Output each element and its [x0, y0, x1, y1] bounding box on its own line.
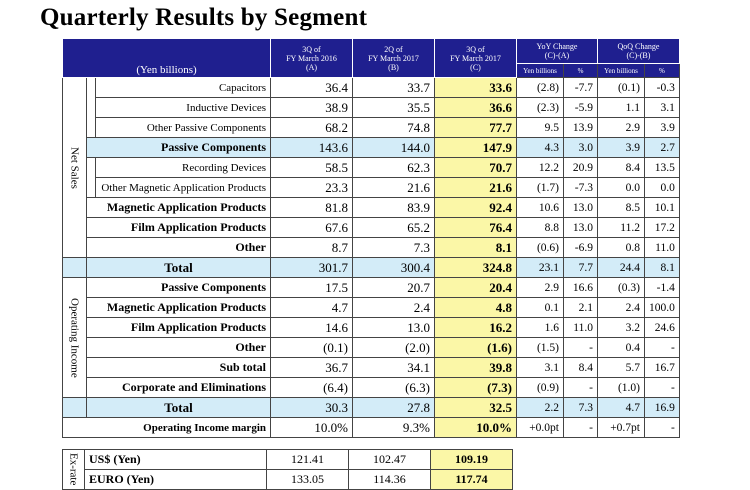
value-b: 13.0: [353, 318, 435, 338]
value-b: 65.2: [353, 218, 435, 238]
value-yoy-pct: 8.4: [564, 358, 598, 378]
net-sales-row: [63, 118, 680, 138]
total-spacer: [63, 398, 87, 418]
value-qoq-pct: 0.0: [645, 178, 680, 198]
net-sales-row: [63, 218, 680, 238]
net-sales-row: [63, 238, 680, 258]
value-yoy: (0.6): [517, 238, 564, 258]
header-line: YoY Change: [536, 42, 578, 51]
value-yoy-pct: 13.9: [564, 118, 598, 138]
value-yoy-pct: 20.9: [564, 158, 598, 178]
margin-qoq: +0.7pt: [598, 418, 645, 438]
value-yoy: 3.1: [517, 358, 564, 378]
header-line: FY March 2016: [286, 53, 337, 63]
indent-spacer: [87, 178, 96, 198]
value-yoy-pct: 3.0: [564, 138, 598, 158]
fx-a: 121.41: [267, 450, 349, 470]
header-qoq: [598, 39, 680, 64]
row-label: Film Application Products: [87, 218, 271, 238]
fx-label: US$ (Yen): [85, 450, 267, 470]
value-a: 8.7: [271, 238, 353, 258]
value-yoy-pct: 7.3: [564, 398, 598, 418]
value-a: 17.5: [271, 278, 353, 298]
value-qoq-pct: 24.6: [645, 318, 680, 338]
value-qoq-pct: 3.1: [645, 98, 680, 118]
operating-income-row: [63, 358, 680, 378]
value-yoy: 2.2: [517, 398, 564, 418]
row-label: Other Passive Components: [96, 118, 271, 138]
value-yoy-pct: 13.0: [564, 218, 598, 238]
value-b: 21.6: [353, 178, 435, 198]
value-qoq-pct: 100.0: [645, 298, 680, 318]
value-c: 20.4: [435, 278, 517, 298]
header-yoy: [517, 39, 598, 64]
fx-c: 117.74: [431, 470, 513, 490]
value-b: 27.8: [353, 398, 435, 418]
page-title: Quarterly Results by Segment: [40, 4, 368, 31]
value-c: 16.2: [435, 318, 517, 338]
indent-spacer: [87, 158, 96, 178]
fx-c: 109.19: [431, 450, 513, 470]
value-c: 21.6: [435, 178, 517, 198]
margin-c: 10.0%: [435, 418, 517, 438]
operating-income-row: [63, 378, 680, 398]
value-a: 4.7: [271, 298, 353, 318]
operating-income-section-label: Operating Income: [63, 278, 87, 398]
value-qoq: 5.7: [598, 358, 645, 378]
value-c: 324.8: [435, 258, 517, 278]
value-c: 76.4: [435, 218, 517, 238]
header-line: (B): [388, 62, 399, 72]
fx-a: 133.05: [267, 470, 349, 490]
value-c: (1.6): [435, 338, 517, 358]
value-a: (0.1): [271, 338, 353, 358]
value-a: 58.5: [271, 158, 353, 178]
value-c: 33.6: [435, 78, 517, 98]
subheader-yen: Yen billions: [598, 64, 645, 78]
value-c: 4.8: [435, 298, 517, 318]
operating-income-row: [63, 298, 680, 318]
net-sales-row: [63, 138, 680, 158]
value-qoq-pct: 2.7: [645, 138, 680, 158]
value-a: 14.6: [271, 318, 353, 338]
margin-qoq-pct: -: [645, 418, 680, 438]
value-qoq: 0.4: [598, 338, 645, 358]
row-label: Sub total: [87, 358, 271, 378]
value-yoy-pct: -: [564, 338, 598, 358]
value-c: 70.7: [435, 158, 517, 178]
value-qoq: (0.3): [598, 278, 645, 298]
value-c: 32.5: [435, 398, 517, 418]
value-yoy: (2.8): [517, 78, 564, 98]
row-label: Capacitors: [96, 78, 271, 98]
value-a: 36.7: [271, 358, 353, 378]
value-qoq-pct: 17.2: [645, 218, 680, 238]
header-line: QoQ Change: [617, 42, 660, 51]
margin-row: [63, 418, 680, 438]
value-yoy: 9.5: [517, 118, 564, 138]
value-qoq: 24.4: [598, 258, 645, 278]
margin-yoy-pct: -: [564, 418, 598, 438]
header-line: 2Q of: [384, 44, 403, 54]
header-line: FY March 2017: [450, 53, 501, 63]
indent-spacer: [87, 98, 96, 118]
value-yoy: (1.7): [517, 178, 564, 198]
net-sales-row: [63, 258, 680, 278]
value-yoy-pct: -7.7: [564, 78, 598, 98]
header-line: (C)-(B): [626, 51, 651, 60]
value-yoy: 1.6: [517, 318, 564, 338]
margin-b: 9.3%: [353, 418, 435, 438]
value-yoy-pct: 7.7: [564, 258, 598, 278]
value-a: 67.6: [271, 218, 353, 238]
row-label: Magnetic Application Products: [87, 198, 271, 218]
header-line: FY March 2017: [368, 53, 419, 63]
header-line: 3Q of: [302, 44, 321, 54]
value-b: 35.5: [353, 98, 435, 118]
row-label: Inductive Devices: [96, 98, 271, 118]
fx-label: EURO (Yen): [85, 470, 267, 490]
value-b: 7.3: [353, 238, 435, 258]
value-b: 300.4: [353, 258, 435, 278]
row-label: Recording Devices: [96, 158, 271, 178]
header-row: [63, 39, 680, 64]
value-b: 144.0: [353, 138, 435, 158]
fx-row: [63, 470, 513, 490]
value-a: 38.9: [271, 98, 353, 118]
value-qoq: 3.2: [598, 318, 645, 338]
value-qoq-pct: 16.9: [645, 398, 680, 418]
value-yoy: (1.5): [517, 338, 564, 358]
value-a: 143.6: [271, 138, 353, 158]
value-c: 36.6: [435, 98, 517, 118]
header-col-c: [435, 39, 517, 78]
value-yoy: 2.9: [517, 278, 564, 298]
results-table: [62, 38, 680, 438]
margin-a: 10.0%: [271, 418, 353, 438]
value-qoq: (0.1): [598, 78, 645, 98]
value-b: 74.8: [353, 118, 435, 138]
header-line: (C): [470, 62, 481, 72]
value-b: 83.9: [353, 198, 435, 218]
total-spacer: [63, 258, 87, 278]
value-yoy-pct: 2.1: [564, 298, 598, 318]
value-c: 8.1: [435, 238, 517, 258]
value-yoy: 4.3: [517, 138, 564, 158]
value-b: (2.0): [353, 338, 435, 358]
value-a: (6.4): [271, 378, 353, 398]
header-col-b: [353, 39, 435, 78]
value-qoq-pct: 3.9: [645, 118, 680, 138]
fx-b: 102.47: [349, 450, 431, 470]
row-label: Corporate and Eliminations: [87, 378, 271, 398]
value-qoq-pct: 11.0: [645, 238, 680, 258]
value-a: 68.2: [271, 118, 353, 138]
row-label: Other: [87, 238, 271, 258]
value-yoy: 8.8: [517, 218, 564, 238]
value-a: 30.3: [271, 398, 353, 418]
value-b: 34.1: [353, 358, 435, 378]
value-b: 20.7: [353, 278, 435, 298]
value-a: 301.7: [271, 258, 353, 278]
value-b: 62.3: [353, 158, 435, 178]
value-qoq-pct: -: [645, 338, 680, 358]
value-qoq: 2.4: [598, 298, 645, 318]
ex-rate-section-label: Ex-rate: [63, 450, 85, 490]
subheader-pct: %: [564, 64, 598, 78]
fx-row: [63, 450, 513, 470]
net-sales-row: [63, 198, 680, 218]
row-label: Other Magnetic Application Products: [96, 178, 271, 198]
value-yoy: 10.6: [517, 198, 564, 218]
operating-income-row: [63, 398, 680, 418]
value-qoq: 0.8: [598, 238, 645, 258]
net-sales-row: [63, 78, 680, 98]
header-col-a: [271, 39, 353, 78]
operating-income-row: [63, 318, 680, 338]
value-yoy-pct: 11.0: [564, 318, 598, 338]
value-a: 36.4: [271, 78, 353, 98]
value-a: 23.3: [271, 178, 353, 198]
subheader-yen: Yen billions: [517, 64, 564, 78]
operating-income-row: [63, 338, 680, 358]
value-qoq: 8.4: [598, 158, 645, 178]
value-qoq-pct: 10.1: [645, 198, 680, 218]
row-label: Passive Components: [87, 138, 271, 158]
indent-spacer: [87, 78, 96, 98]
value-yoy-pct: 13.0: [564, 198, 598, 218]
subheader-pct: %: [645, 64, 680, 78]
value-qoq-pct: 16.7: [645, 358, 680, 378]
value-yoy-pct: -5.9: [564, 98, 598, 118]
value-b: 33.7: [353, 78, 435, 98]
row-label: Total: [87, 398, 271, 418]
value-qoq: (1.0): [598, 378, 645, 398]
value-yoy: 0.1: [517, 298, 564, 318]
value-qoq-pct: 13.5: [645, 158, 680, 178]
value-c: 147.9: [435, 138, 517, 158]
value-b: 2.4: [353, 298, 435, 318]
value-qoq-pct: 8.1: [645, 258, 680, 278]
value-qoq-pct: -: [645, 378, 680, 398]
value-c: (7.3): [435, 378, 517, 398]
margin-yoy: +0.0pt: [517, 418, 564, 438]
row-label: Passive Components: [87, 278, 271, 298]
net-sales-section-label: Net Sales: [63, 78, 87, 258]
row-label: Other: [87, 338, 271, 358]
value-qoq: 2.9: [598, 118, 645, 138]
value-yoy-pct: -7.3: [564, 178, 598, 198]
value-yoy-pct: -: [564, 378, 598, 398]
value-yoy-pct: -6.9: [564, 238, 598, 258]
value-qoq: 3.9: [598, 138, 645, 158]
value-yoy: 23.1: [517, 258, 564, 278]
row-label: Total: [87, 258, 271, 278]
value-qoq: 1.1: [598, 98, 645, 118]
net-sales-row: [63, 158, 680, 178]
operating-income-row: [63, 278, 680, 298]
fx-b: 114.36: [349, 470, 431, 490]
row-label: Magnetic Application Products: [87, 298, 271, 318]
net-sales-row: [63, 178, 680, 198]
header-line: (A): [305, 62, 318, 72]
value-c: 39.8: [435, 358, 517, 378]
value-c: 77.7: [435, 118, 517, 138]
value-yoy-pct: 16.6: [564, 278, 598, 298]
value-yoy: (0.9): [517, 378, 564, 398]
value-qoq: 8.5: [598, 198, 645, 218]
value-qoq-pct: -0.3: [645, 78, 680, 98]
value-qoq: 4.7: [598, 398, 645, 418]
value-c: 92.4: [435, 198, 517, 218]
value-qoq: 11.2: [598, 218, 645, 238]
value-qoq: 0.0: [598, 178, 645, 198]
indent-spacer: [87, 118, 96, 138]
value-yoy: (2.3): [517, 98, 564, 118]
header-line: (C)-(A): [544, 51, 570, 60]
exchange-rate-table: [62, 449, 513, 490]
net-sales-row: [63, 98, 680, 118]
unit-label: (Yen billions): [63, 39, 271, 78]
row-label: Operating Income margin: [63, 418, 271, 438]
row-label: Film Application Products: [87, 318, 271, 338]
value-yoy: 12.2: [517, 158, 564, 178]
value-a: 81.8: [271, 198, 353, 218]
header-line: 3Q of: [466, 44, 485, 54]
value-qoq-pct: -1.4: [645, 278, 680, 298]
value-b: (6.3): [353, 378, 435, 398]
